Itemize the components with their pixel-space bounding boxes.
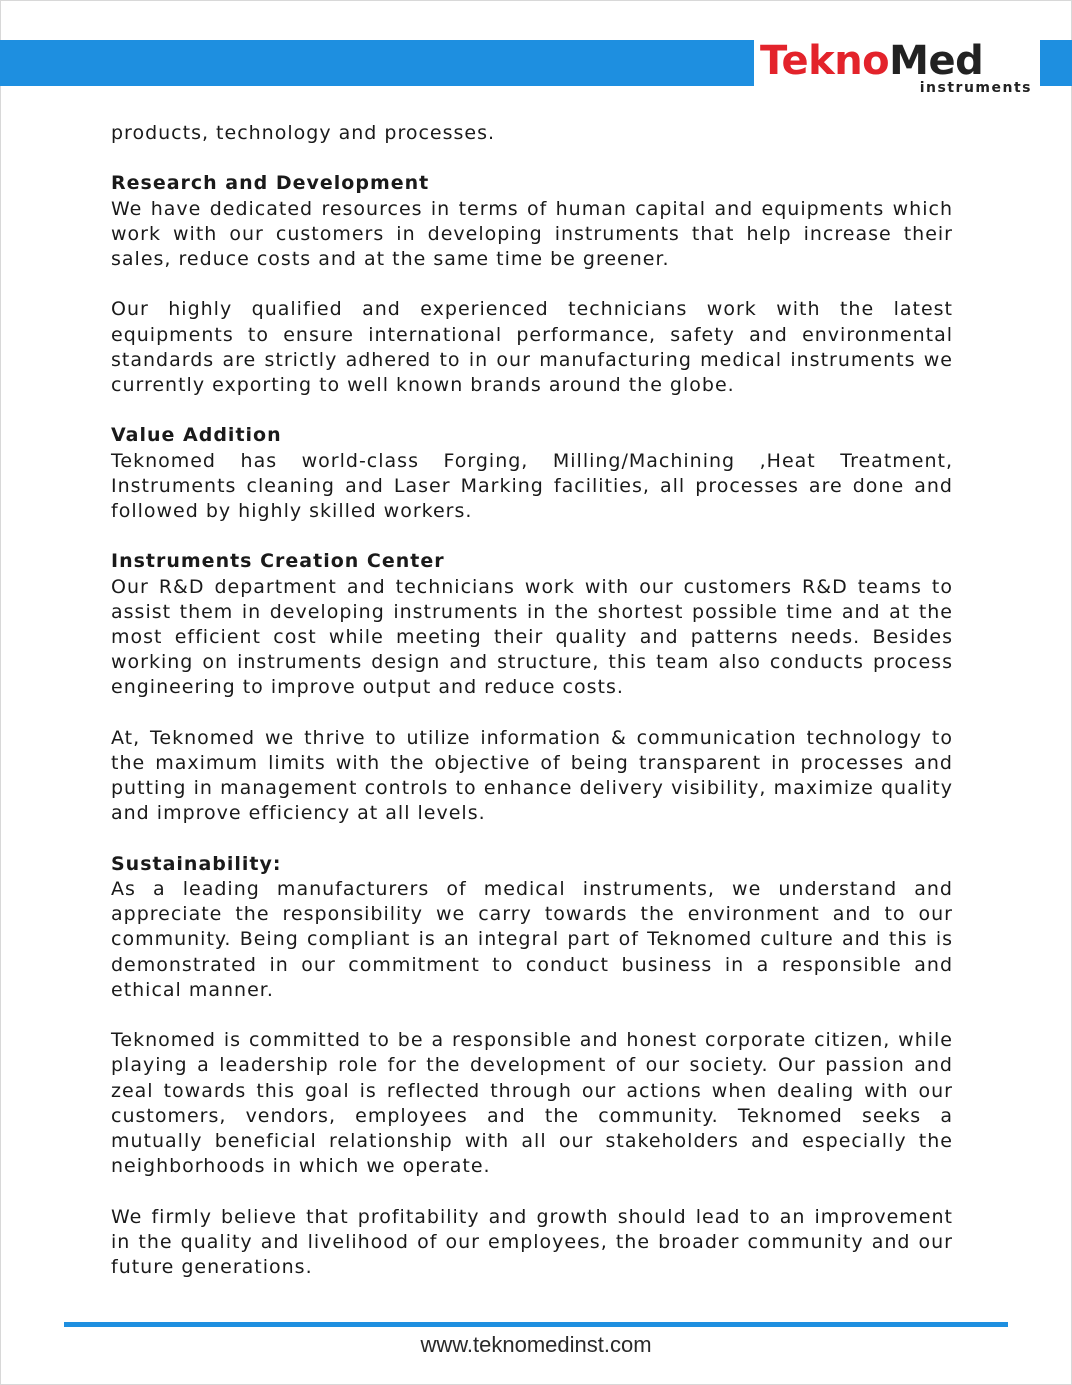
logo-text-tekno: Tekno [760,38,890,84]
paragraph: We have dedicated resources in terms of human capital and equipments which work with our customers in developing instruments that help increase their sales, reduce costs and at the same time be greener. [111,197,953,270]
section-heading: Instruments Creation Center [111,550,445,573]
company-logo [758,38,1036,98]
section-heading: Value Addition [111,424,282,447]
section-heading: Sustainability: [111,852,282,875]
paragraph: Teknomed has world-class Forging, Milling/Machining ,Heat Treatment, Instruments cleaning and Laser Marking facilities, all processes are done and followed by highly skilled workers. [111,449,953,522]
paragraph: We firmly believe that profitability and growth should lead to an improvement in the quality and livelihood of our employees, the broader community and our future generations. [111,1205,953,1279]
section-sustainability [111,852,953,1280]
footer-website-url: www.teknomedinst.com [420,1332,652,1357]
logo-text-med: Med [889,38,984,84]
logo-subtitle: instruments [919,80,1032,96]
logo-wordmark [760,36,983,86]
footer-divider [64,1322,1008,1327]
paragraph: Our highly qualified and experienced technicians work with the latest equipments to ensure international performance, safety and environmental standards are strictly adhered to in our manufacturing medical instruments we currently exporting to well known brands around the globe. [111,298,953,396]
intro-continuation: products, technology and processes. [111,122,496,144]
header-accent-bar-right [1040,40,1072,86]
paragraph: As a leading manufacturers of medical instruments, we understand and appreciate the responsibility we carry towards the environment and to our community. Being compliant is an integral part of Teknomed culture and this is demonstrated in our commitment to conduct business in a responsible and ethical manner. [111,878,953,1001]
document-body [111,121,953,1305]
section-heading: Research and Development [111,172,430,195]
section-value-addition [111,423,953,524]
header-accent-bar [0,40,754,86]
section-instruments-creation-center [111,549,953,826]
paragraph: Teknomed is committed to be a responsible and honest corporate citizen, while playing a leadership role for the development of our society. Our passion and zeal towards this goal is reflected through our actions when dealing with our customers, vendors, employees and the community. Teknomed seeks a mutually beneficial relationship with all our stakeholders and especially the neighborhoods in which we operate. [111,1029,953,1178]
section-research-development [111,171,953,398]
paragraph: Our R&D department and technicians work with our customers R&D teams to assist them in developing instruments in the shortest possible time and at the most efficient cost while meeting their quality and patterns needs. Besides working on instruments design and structure, this team also conducts process engineering to improve output and reduce costs. [111,575,953,699]
paragraph: At, Teknomed we thrive to utilize information & communication technology to the maximum limits with the objective of being transparent in processes and putting in management controls to enhance delivery visibility, maximize quality and improve efficiency at all levels. [111,726,953,825]
